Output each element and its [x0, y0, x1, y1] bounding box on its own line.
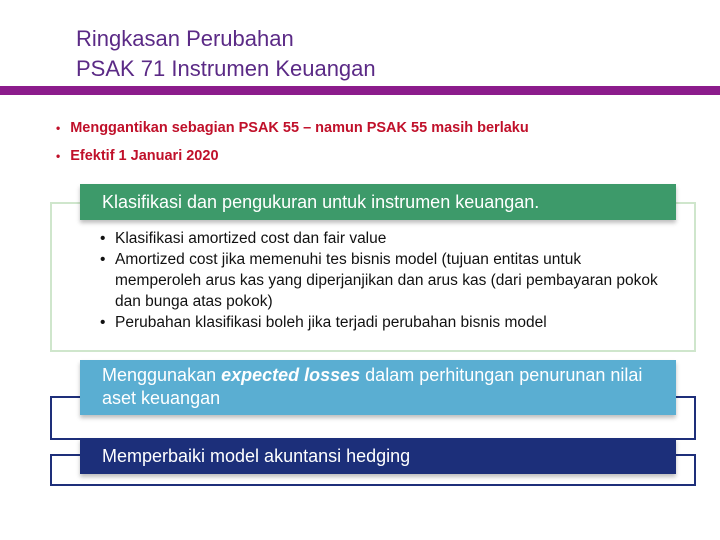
list-item [100, 228, 660, 249]
bullet-icon: • [100, 230, 106, 247]
bullet-icon: • [100, 251, 106, 268]
impairment-heading [80, 360, 676, 415]
impairment-emphasis: expected losses [221, 365, 361, 385]
list-item [100, 312, 660, 333]
impairment-suffix: dalam perhitungan penurunan nilai aset keuangan [102, 365, 643, 408]
key-point [56, 148, 529, 164]
key-point-text: Efektif 1 Januari 2020 [70, 148, 219, 164]
list-item-text: Klasifikasi amortized cost dan fair value [115, 230, 387, 247]
classification-heading-text: Klasifikasi dan pengukuran untuk instrumen keuangan. [102, 192, 540, 212]
bullet-icon: • [100, 314, 106, 331]
list-item-text: Amortized cost jika memenuhi tes bisnis model (tujuan entitas untuk memperoleh arus kas yang diperjanjikan dan arus kas (dari pembayaran pokok dan bunga atas pokok) [115, 251, 658, 310]
title-line-1: Ringkasan Perubahan [76, 26, 294, 51]
bullet-icon: • [56, 149, 61, 163]
list-item [100, 249, 660, 312]
classification-details [100, 228, 660, 333]
slide-title [76, 24, 376, 84]
classification-heading [80, 184, 676, 220]
key-point-text: Menggantikan sebagian PSAK 55 – namun PSAK 55 masih berlaku [70, 120, 529, 136]
hedging-heading-text: Memperbaiki model akuntansi hedging [102, 446, 411, 466]
title-line-2: PSAK 71 Instrumen Keuangan [76, 56, 376, 81]
title-divider [0, 86, 720, 95]
bullet-icon: • [56, 121, 61, 135]
impairment-prefix: Menggunakan [102, 365, 222, 385]
hedging-heading [80, 438, 676, 474]
list-item-text: Perubahan klasifikasi boleh jika terjadi perubahan bisnis model [115, 314, 547, 331]
key-points [56, 120, 529, 176]
key-point [56, 120, 529, 136]
